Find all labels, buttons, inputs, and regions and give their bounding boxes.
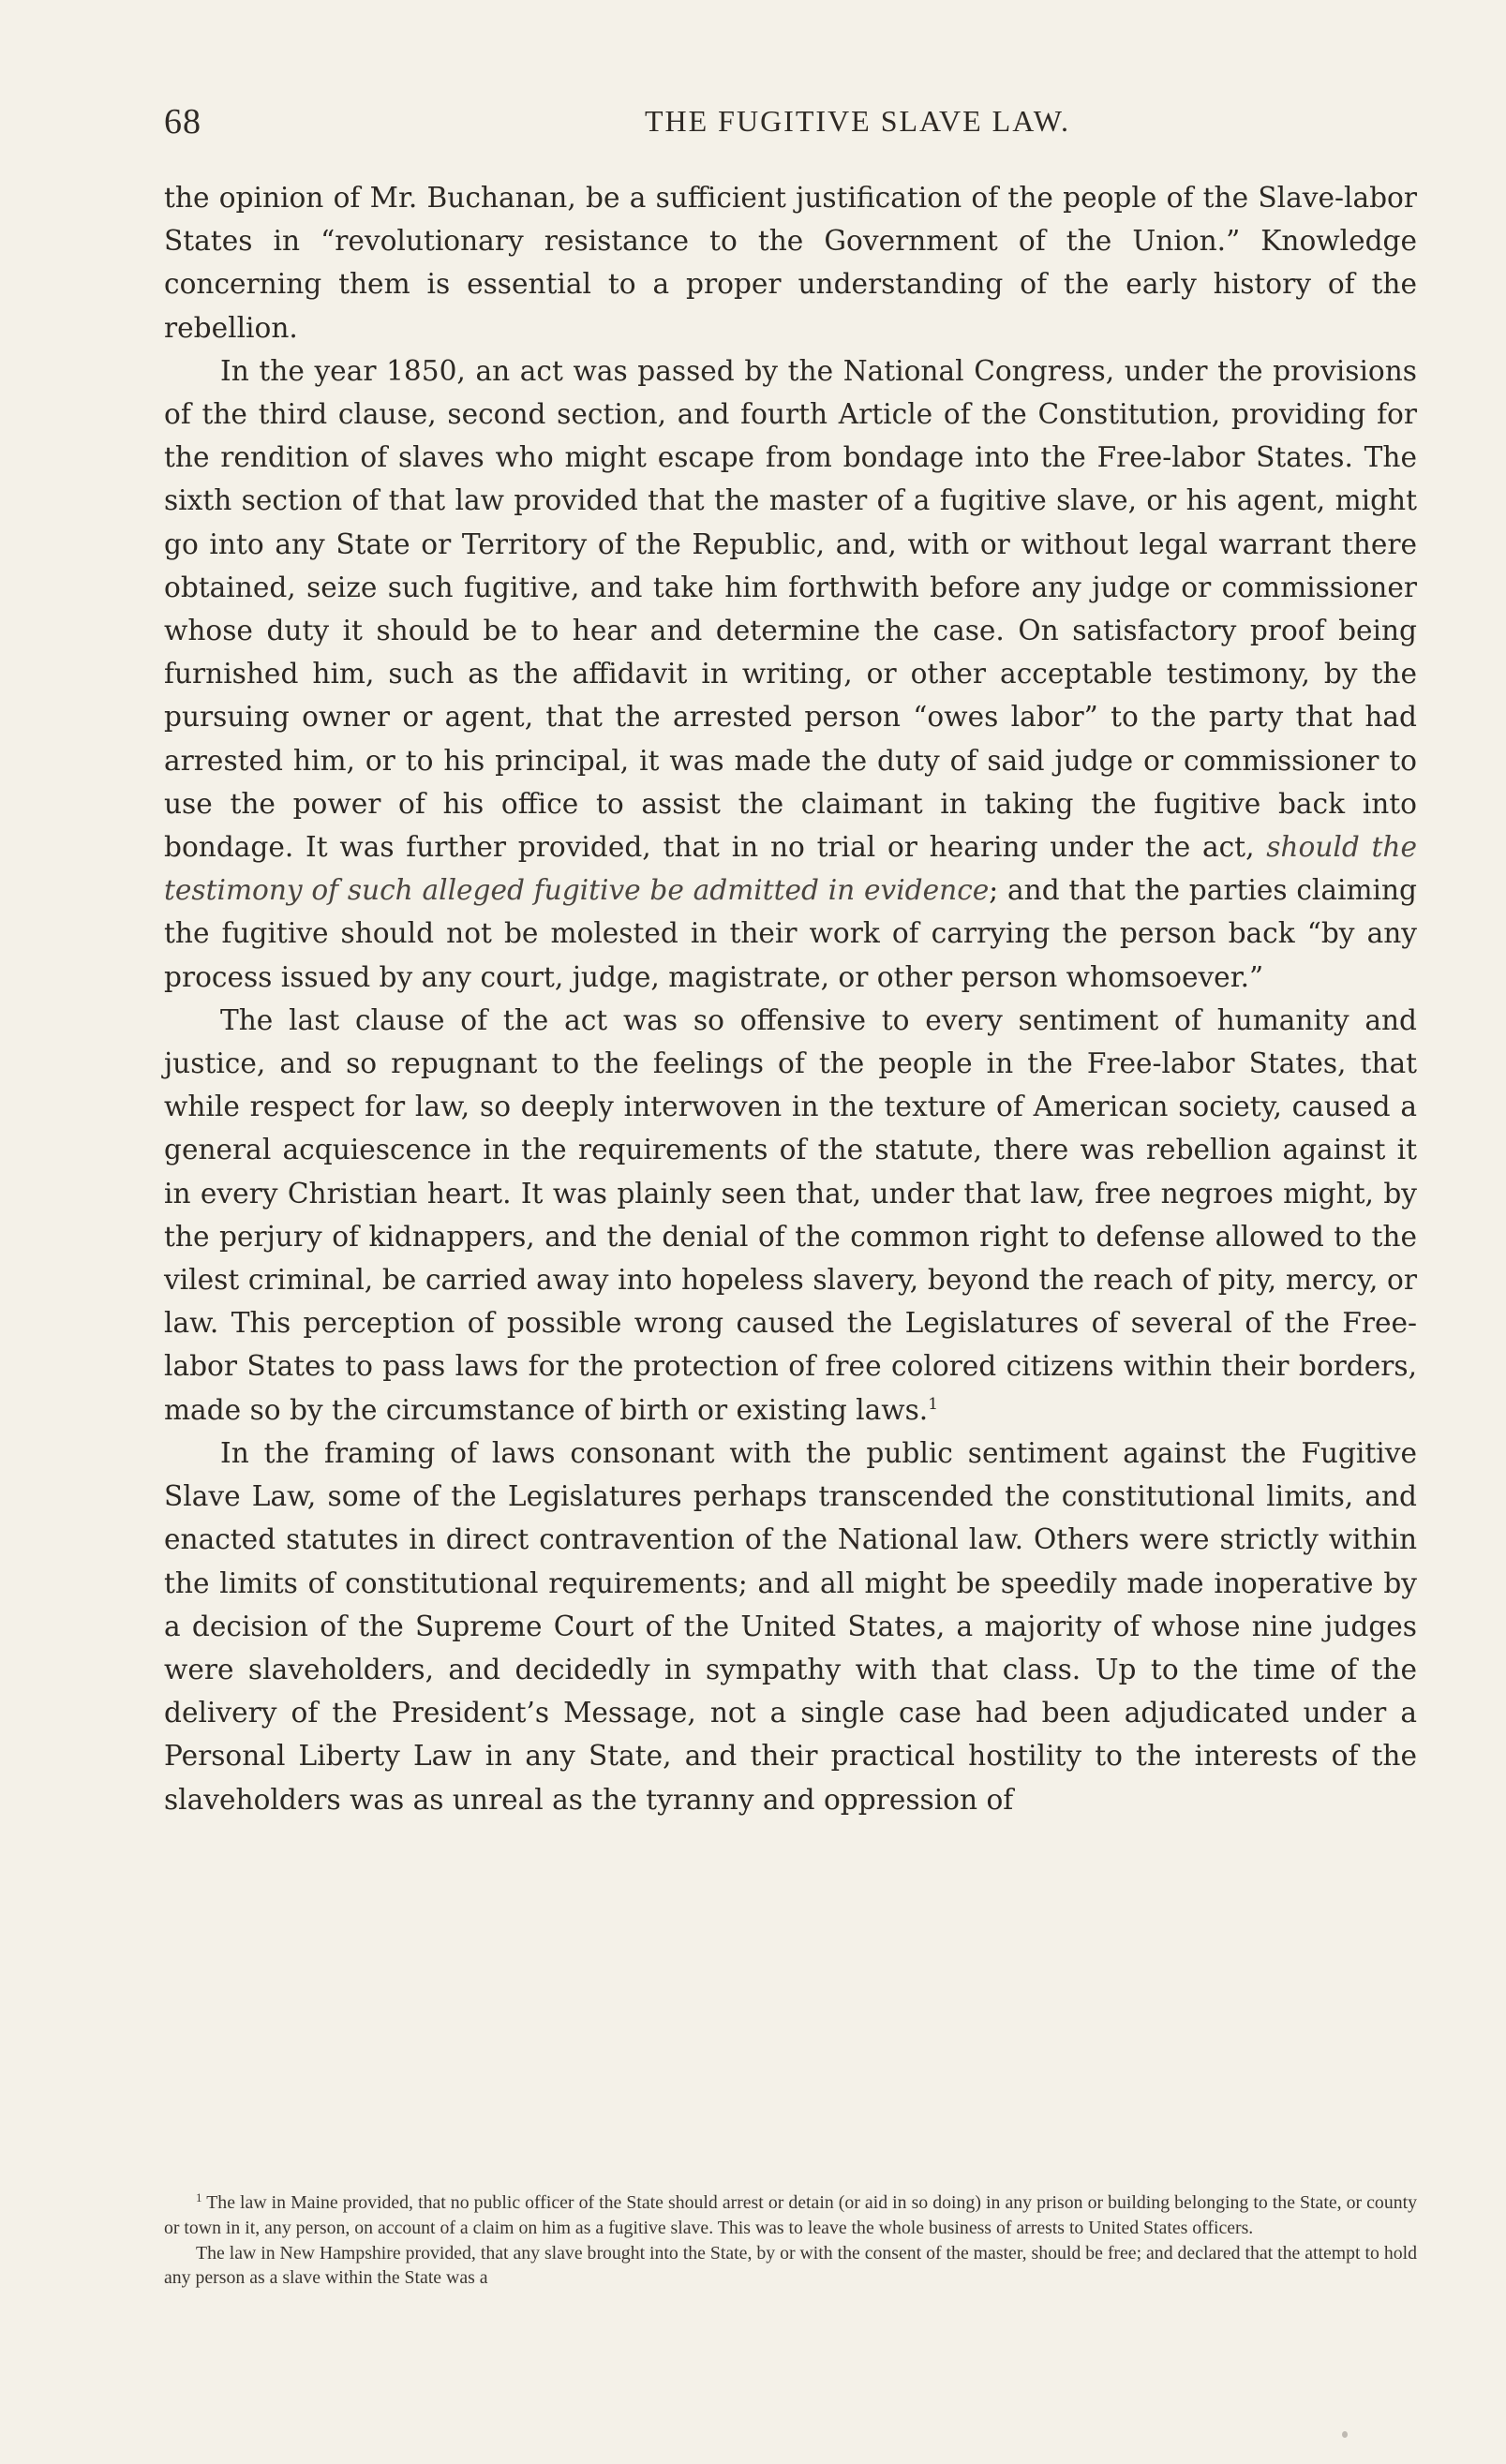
footnote-marker: 1 — [196, 2190, 202, 2204]
footnote-1 — [164, 2190, 1417, 2241]
italic-quotation: should the testimony of such alleged fugitive be admitted in evidence — [164, 831, 1418, 907]
running-title: THE FUGITIVE SLAVE LAW. — [644, 104, 1071, 138]
paragraph-last-clause — [164, 999, 1417, 1432]
paragraph-continued — [164, 176, 1417, 349]
running-head — [164, 101, 1424, 142]
paragraph-fugitive-act — [164, 349, 1417, 999]
paragraph-2-text-a: In the year 1850, an act was passed by the National Congress, under the provisions of the third clause, second section, and fourth Article of the Constitution, providing for the rendition of slaves who might escape from bondage into the Free-labor States. The sixth section of that law provided that the master of a fugitive slave, or his agent, might go into any State or Territory of the Republic, and, with or without legal warrant there obtained, seize such fugitive, and take him forthwith before any judge or commissioner whose duty it should be to hear and determine the case. On satisfactory proof being furnished him, such as the affidavit in writing, or other acceptable testimony, by the pursuing owner or agent, that the arrested person “owes labor” to the party that had arrested him, or to his principal, it was made the duty of said judge or commissioner to use the power of his office to assist the claimant in taking the fugitive back into bondage. It was further provided, that in no trial or hearing under the act, — [164, 354, 1417, 864]
paragraph-personal-liberty — [164, 1432, 1417, 1821]
page-number: 68 — [164, 102, 201, 141]
footnote-1-text: The law in Maine provided, that no public officer of the State should arrest or detain (or aid in so doing) in any prison or building belonging to the State, or county or town in it, any person, on account of a claim on him as a fugitive slave. This was to leave the whole business of arrests to United States officers. — [164, 2192, 1417, 2238]
footnotes — [164, 2190, 1417, 2291]
footnote-2 — [164, 2241, 1417, 2292]
body-text — [164, 176, 1417, 1821]
paragraph-4-text: In the framing of laws consonant with the public sentiment against the Fugitive Slave Law, some of the Legislatures perhaps transcended the constitutional limits, and enacted statutes in direct contravention of the National law. Others were strictly within the limits of constitutional requirements; and all might be speedily made inoperative by a decision of the Supreme Court of the United States, a majority of whose nine judges were slaveholders, and decidedly in sympathy with that class. Up to the time of the delivery of the President’s Message, not a single case had been adjudicated under a Personal Liberty Law in any State, and their practical hostility to the interests of the slaveholders was as unreal as the tyranny and oppression of — [164, 1436, 1417, 1816]
footnote-reference[interactable]: 1 — [928, 1394, 939, 1414]
footnote-2-text: The law in New Hampshire provided, that any slave brought into the State, by or with the consent of the master, should be free; and declared that the attempt to hold any person as a slave within the State was a — [164, 2242, 1417, 2289]
paragraph-1-text: the opinion of Mr. Buchanan, be a sufficient justification of the people of the Slave-labor States in “revolutionary resistance to the Government of the Union.” Knowledge concerning them is essential to a proper understanding of the early history of the rebellion. — [164, 182, 1417, 344]
page-speck — [1342, 2431, 1348, 2438]
paragraph-2-text-b: ; and that the parties claiming the fugitive should not be molested in their work of carrying the person back “by any process issued by any court, judge, magistrate, or other person whomsoever.” — [164, 874, 1417, 993]
paragraph-3-text: The last clause of the act was so offensive to every sentiment of humanity and justice, and so repugnant to the feelings of the people in the Free-labor States, that while respect for law, so deeply interwoven in the texture of American society, caused a general acquiescence in the requirements of the statute, there was rebellion against it in every Christian heart. It was plainly seen that, under that law, free negroes might, by the perjury of kidnappers, and the denial of the common right to defense allowed to the vilest criminal, be carried away into hopeless slavery, beyond the reach of pity, mercy, or law. This perception of possible wrong caused the Legislatures of several of the Free-labor States to pass laws for the protection of free colored citizens within their borders, made so by the circumstance of birth or existing laws. — [164, 1003, 1417, 1426]
